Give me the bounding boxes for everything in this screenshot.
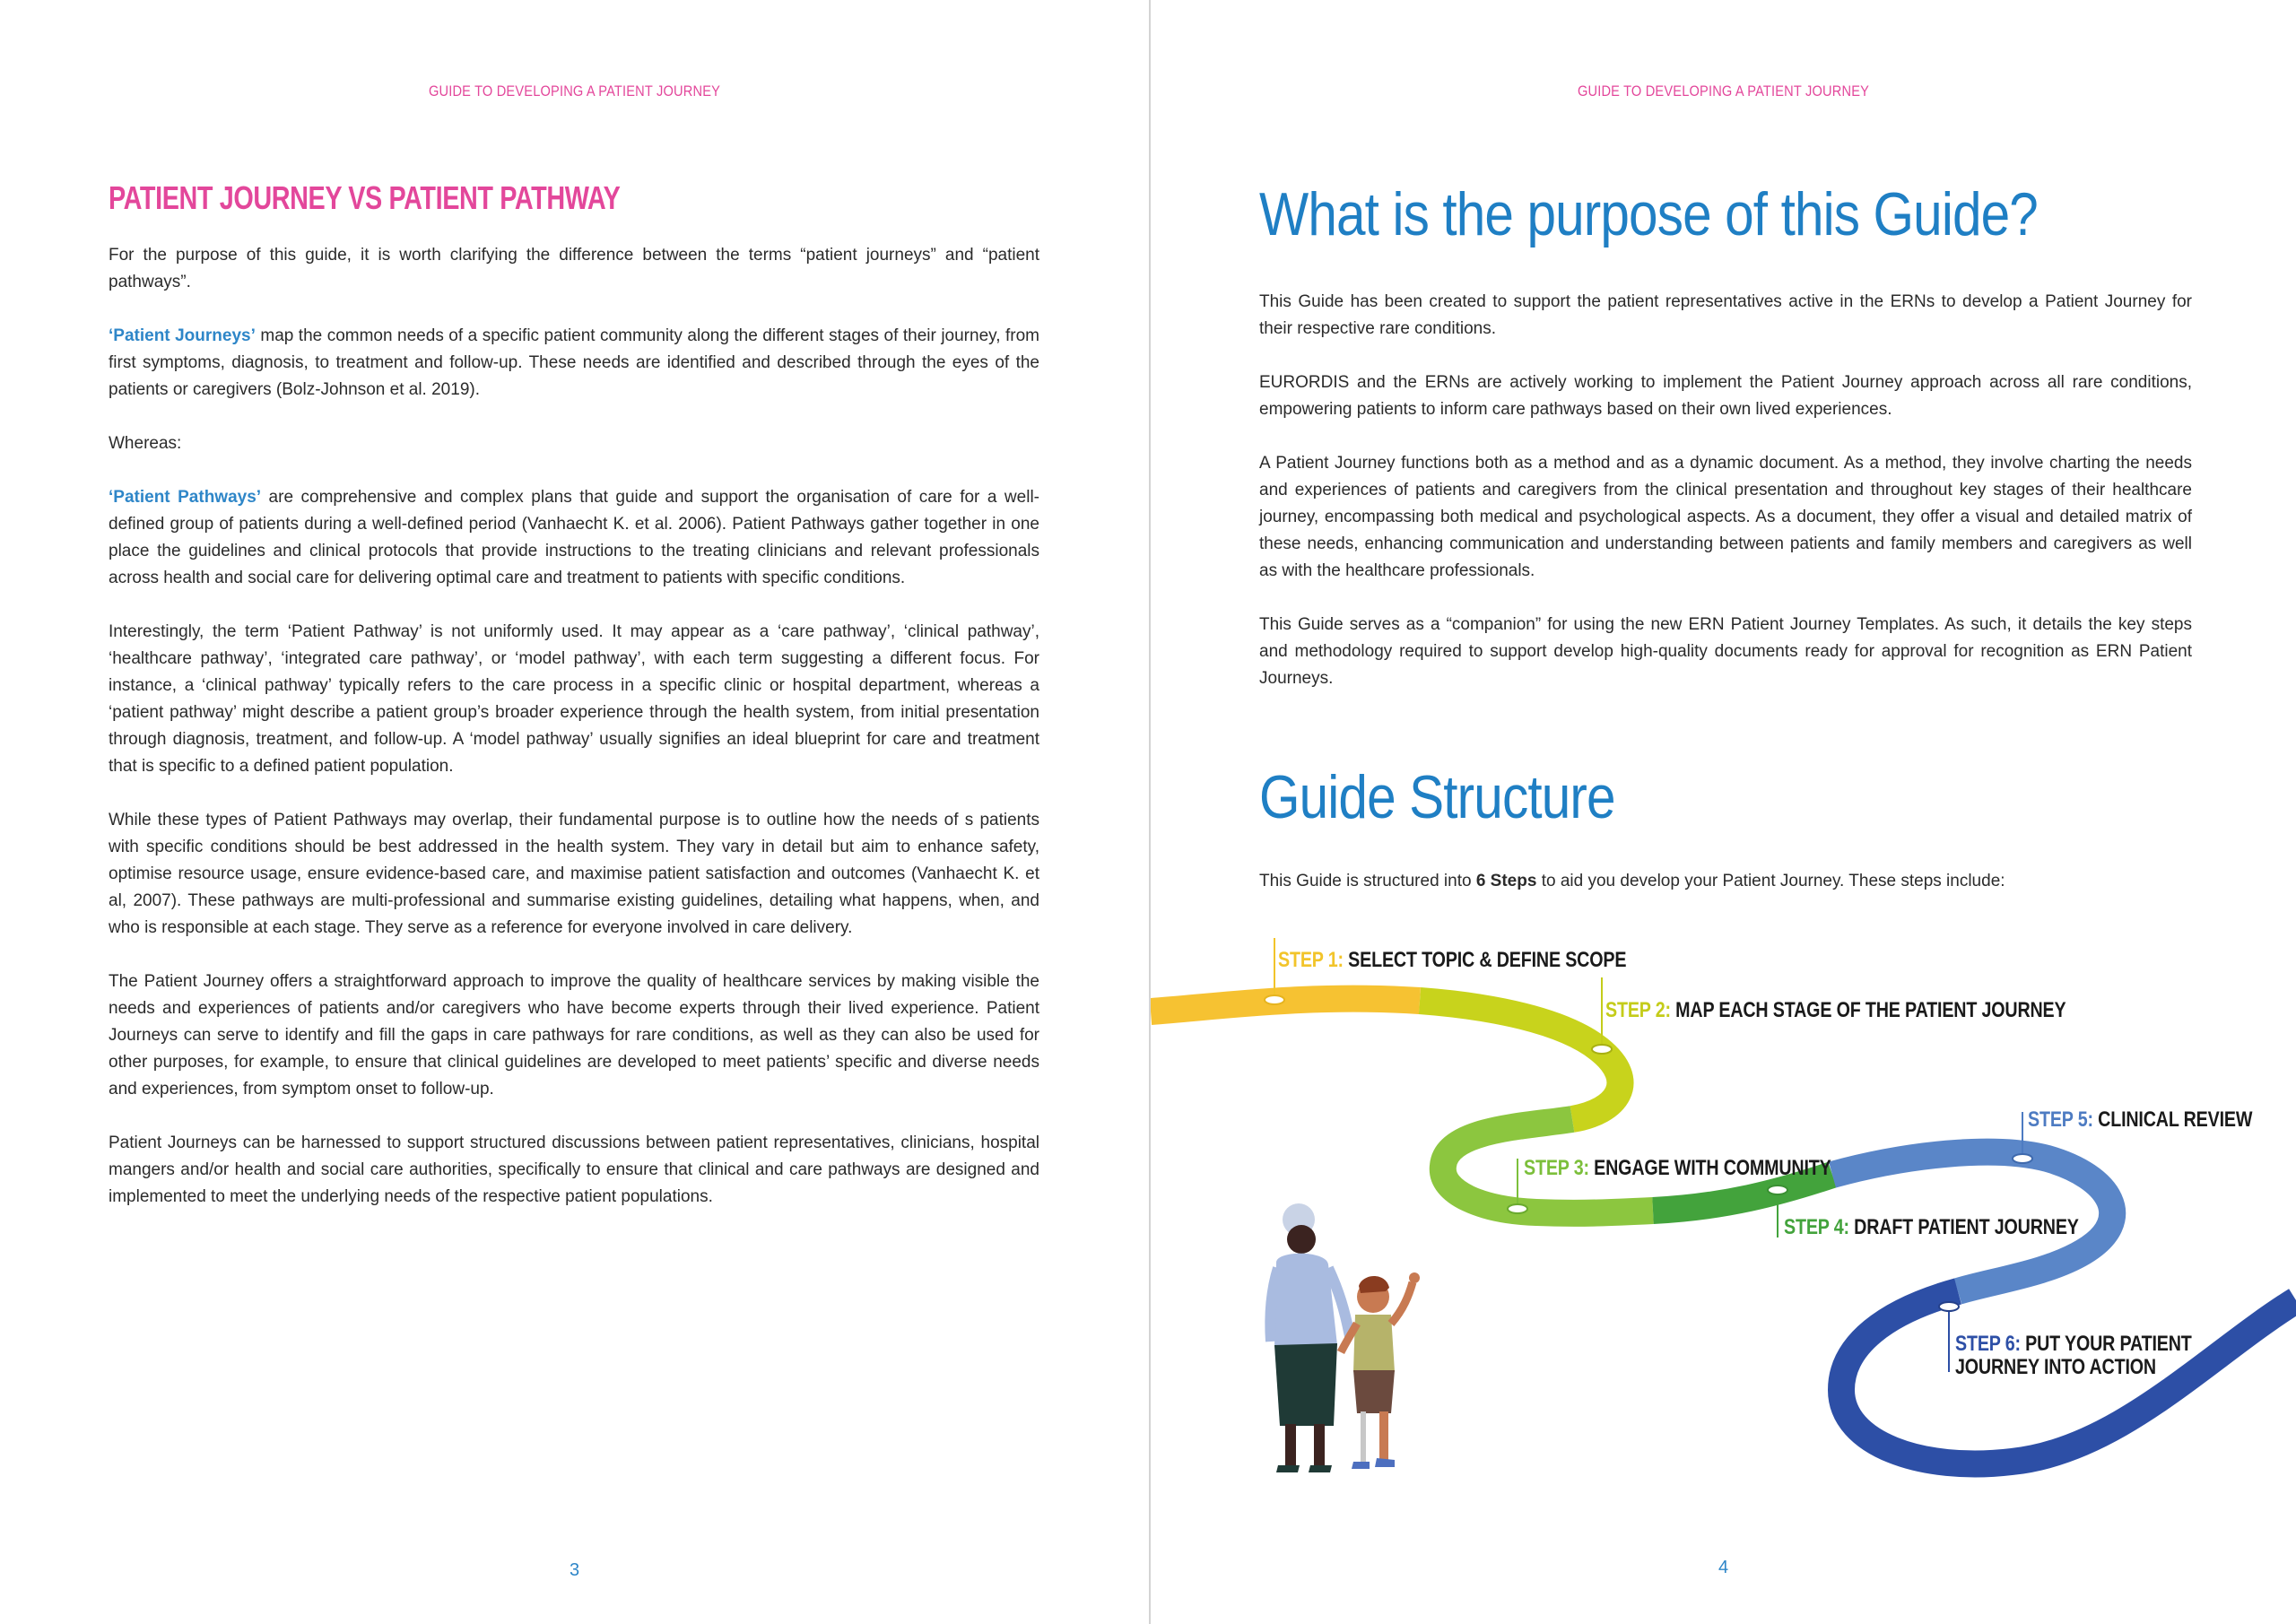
step-number: STEP 6: (1955, 1332, 2021, 1356)
intro-bold: 6 Steps (1475, 872, 1537, 890)
paragraph: For the purpose of this guide, it is worth clarifying the difference between the terms “patient journeys” and “patient pathways”. (109, 246, 1039, 291)
paragraph: Patient Journeys can be harnessed to support structured discussions between patient representatives, clinicians, hospital mangers and/or health and social care authorities, specifically to ensure that clinical and care pathways are designed and implemented to meet the underlying needs of the respective patient populations. (109, 1133, 1039, 1206)
road-segment-1 (1151, 999, 1420, 1012)
section-heading: PATIENT JOURNEY VS PATIENT PATHWAY (109, 179, 621, 216)
paragraph: A Patient Journey functions both as a method and as a dynamic document. As a method, they involve charting the needs and experiences of patients and caregivers from the clinical presentation and throughout key stages of their healthcare journey, encompassing both medical and psychological aspects. As a document, they offer a visual and detailed matrix of these needs, enhancing communication and understanding between patients and family members and caregivers as well as with the healthcare professionals. (1259, 454, 2192, 580)
paragraph: EURORDIS and the ERNs are actively working to implement the Patient Journey approach across all rare conditions, empowering patients to inform care pathways based on their own lived experiences. (1259, 373, 2192, 419)
step-1-label (1278, 949, 1626, 972)
step-number: STEP 4: (1784, 1215, 1849, 1239)
paragraph: This Guide serves as a “companion” for using the new ERN Patient Journey Templates. As such, it details the key steps and methodology required to support develop high-quality documents ready for approval for recognition as ERN Patient Journeys. (1259, 615, 2192, 688)
purpose-heading: What is the purpose of this Guide? (1259, 180, 2038, 248)
step-text: JOURNEY INTO ACTION (1955, 1355, 2156, 1379)
step-text: SELECT TOPIC & DEFINE SCOPE (1348, 948, 1627, 972)
term-patient-pathways: ‘Patient Pathways’ (109, 488, 262, 507)
child-figure (1341, 1272, 1420, 1469)
paragraph-text: are comprehensive and complex plans that guide and support the organisation of care for a well-defined group of patients during a well-defined period (Vanhaecht K. et al. 2006). Patient Pathways gather together in one place the guidelines and clinical protocols that provide instructions to the treating clinicians and relevant professionals across health and social care for delivering optimal care and treatment to patients with specific conditions. (109, 488, 1039, 587)
step-text: ENGAGE WITH COMMUNITY (1594, 1156, 1831, 1180)
paragraph: This Guide has been created to support the patient representatives active in the ERNs to develop a Patient Journey for their respective rare conditions. (1259, 292, 2192, 338)
page-4 (1151, 0, 2296, 1624)
step-number: STEP 1: (1278, 948, 1344, 972)
step-2-label (1605, 999, 2066, 1022)
paragraph (109, 484, 1039, 592)
road-segment-2 (1420, 1001, 1620, 1119)
paragraph: The Patient Journey offers a straightforward approach to improve the quality of healthcare services by making visible the needs and experiences of patients and/or caregivers who have become experts through their lived experience. Patient Journeys can serve to identify and fill the gaps in care pathways for rare conditions, as well as they can also be used for other purposes, for example, to ensure that clinical guidelines are developed to meet patients’ specific and diverse needs and experiences, from symptom onset to follow-up. (109, 972, 1039, 1099)
paragraph: Interestingly, the term ‘Patient Pathway’ is not uniformly used. It may appear as a ‘care pathway’, ‘clinical pathway’, ‘healthcare pathway’, ‘integrated care pathway’, or ‘model pathway’, with each term suggesting a different focus. For instance, a ‘clinical pathway’ typically refers to the care process in a specific clinic or hospital department, whereas a ‘patient pathway’ might describe a patient group’s broader experience through the health system, from initial presentation through diagnosis, treatment, and follow-up. A ‘model pathway’ usually signifies an ideal blueprint for care and treatment that is specific to a defined patient population. (109, 622, 1039, 776)
page-number: 4 (1718, 1558, 1729, 1577)
step-number: STEP 5: (2028, 1107, 2093, 1132)
right-content (1259, 179, 2192, 890)
guide-structure-heading: Guide Structure (1259, 763, 1615, 831)
step-number: STEP 2: (1605, 998, 1671, 1022)
structure-intro (1259, 868, 2005, 895)
body-text (109, 242, 1039, 1211)
journey-illustration (1151, 924, 2296, 1533)
running-head: GUIDE TO DEVELOPING A PATIENT JOURNEY (1577, 83, 1870, 100)
intro-text: This Guide is structured into (1259, 872, 1476, 890)
paragraph: While these types of Patient Pathways may overlap, their fundamental purpose is to outline how the needs of s patients with specific conditions should be best addressed in the health system. They vary in detail but aim to enhance safety, optimise resource usage, ensure evidence-based care, and maximise patient satisfaction and outcomes (Vanhaecht K. et al, 2007). These pathways are multi-professional and summarise existing guidelines, detailing what happens, when, and who is responsible at each stage. They serve as a reference for everyone involved in care delivery. (109, 811, 1039, 937)
step-5-label (2028, 1108, 2252, 1132)
page-number: 3 (569, 1560, 580, 1580)
step-4-label (1784, 1216, 2079, 1239)
left-content (109, 179, 1039, 1238)
step-text: DRAFT PATIENT JOURNEY (1854, 1215, 2079, 1239)
step-text: MAP EACH STAGE OF THE PATIENT JOURNEY (1675, 998, 2066, 1022)
step-number: STEP 3: (1524, 1156, 1589, 1180)
paragraph-text: map the common needs of a specific patient community along the different stages of their journey, from first symptoms, diagnosis, to treatment and follow-up. These needs are identified and described through the eyes of the patients or caregivers (Bolz-Johnson et al. 2019). (109, 326, 1039, 399)
caregiver-figure (1270, 1203, 1350, 1472)
paragraph (109, 323, 1039, 404)
running-head: GUIDE TO DEVELOPING A PATIENT JOURNEY (428, 83, 721, 100)
paragraph: Whereas: (109, 434, 182, 453)
intro-text: to aid you develop your Patient Journey. These steps include: (1536, 872, 2005, 890)
step-6-label (1955, 1333, 2192, 1379)
step-3-label (1524, 1157, 1831, 1180)
term-patient-journeys: ‘Patient Journeys’ (109, 326, 256, 345)
road-segment-4 (1653, 1175, 1832, 1211)
purpose-body (1259, 289, 2192, 692)
step-text: CLINICAL REVIEW (2098, 1107, 2253, 1132)
step-text: PUT YOUR PATIENT (2025, 1332, 2192, 1356)
